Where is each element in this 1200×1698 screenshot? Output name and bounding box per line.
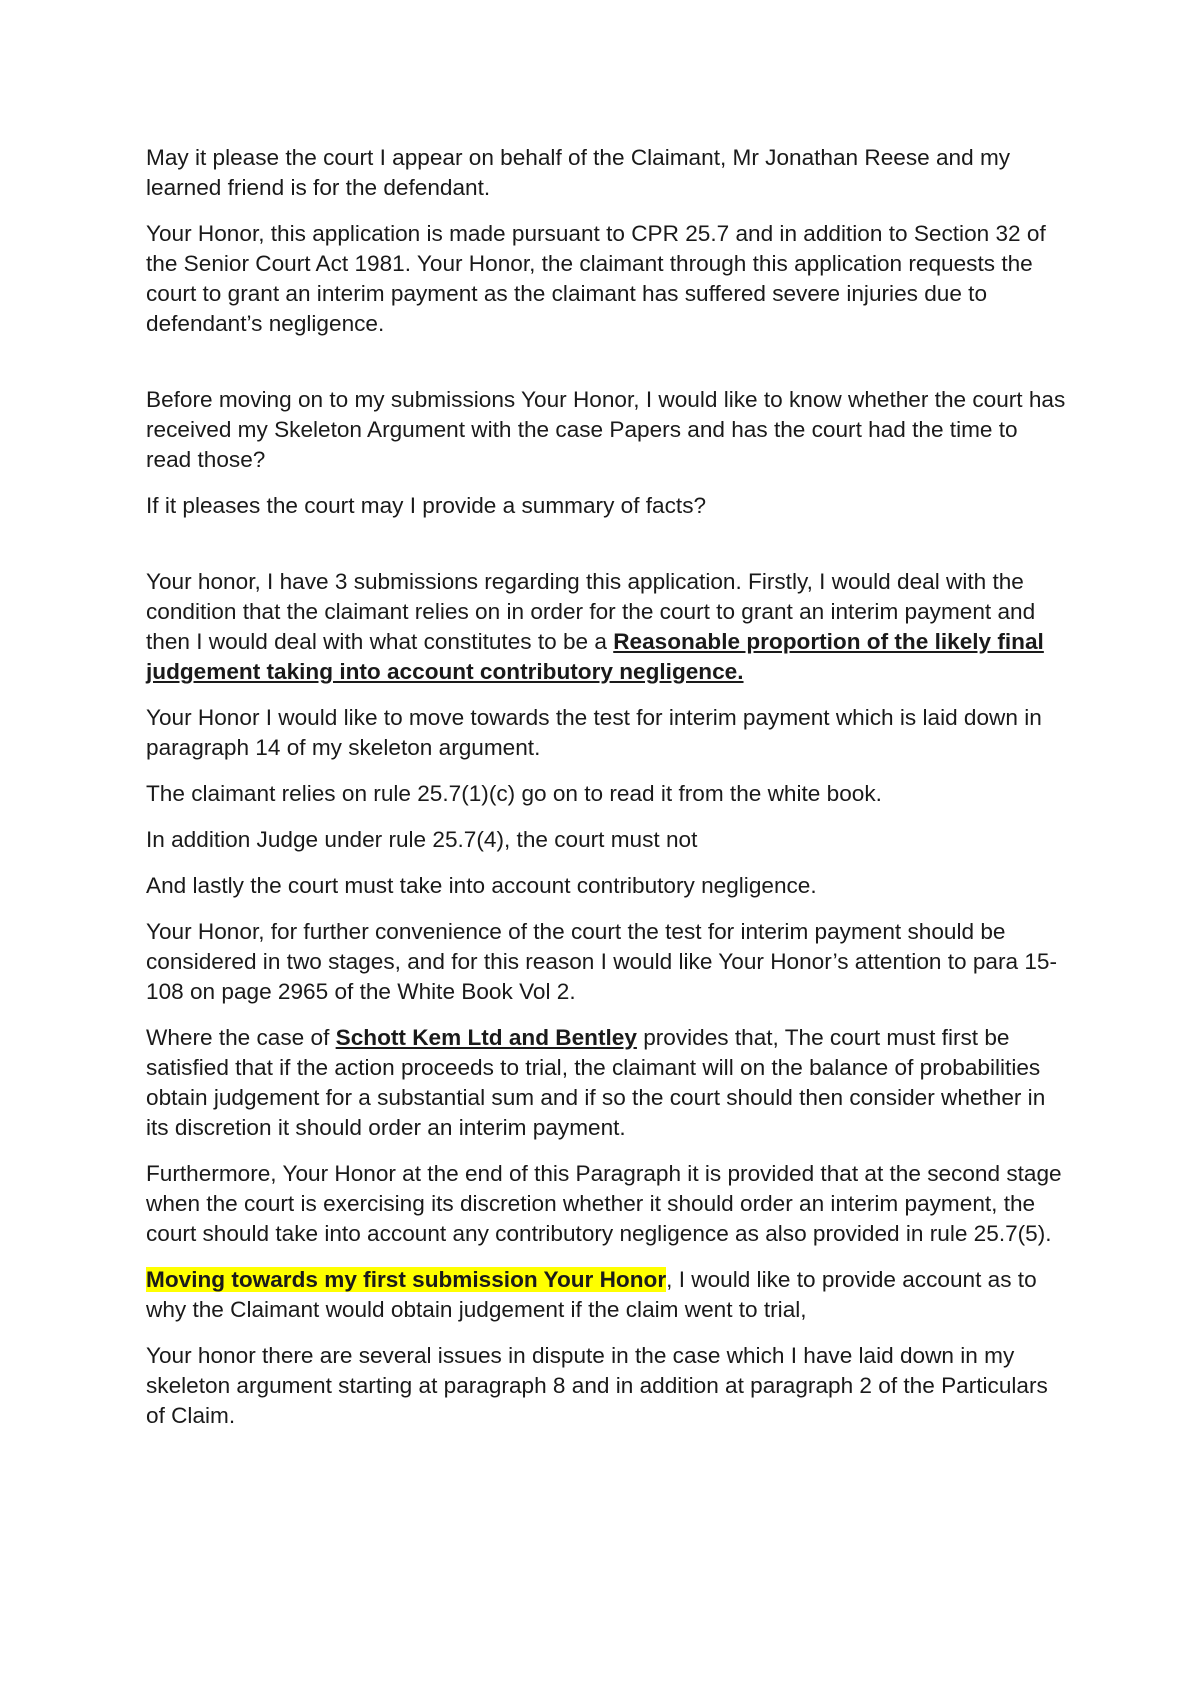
case-name-schott-kem: Schott Kem Ltd and Bentley xyxy=(335,1025,637,1050)
paragraph-second-stage: Furthermore, Your Honor at the end of this Paragraph it is provided that at the second stage when the court is exercising its discretion whether it should order an interim payment, the court should take into account any contributory negligence as also provided in rule 25.7(5). xyxy=(146,1161,1062,1246)
paragraph-interim-test: Your Honor I would like to move towards the test for interim payment which is laid down in paragraph 14 of my skeleton argument. xyxy=(146,705,1042,760)
paragraph-schott-kem xyxy=(146,1023,1066,1143)
schott-kem-after: provides that, The court must first be satisfied that if the action proceeds to trial, the claimant will on the balance of probabilities obtain judgement for a substantial sum and if so the court should then consider whether in its discretion it should order an interim payment. xyxy=(146,1025,1046,1140)
paragraph-summary-of-facts: If it pleases the court may I provide a summary of facts? xyxy=(146,493,707,518)
paragraph-rule-25-7-1-c: The claimant relies on rule 25.7(1)(c) go on to read it from the white book. xyxy=(146,781,882,806)
paragraph-rule-25-7-4: In addition Judge under rule 25.7(4), the court must not xyxy=(146,827,698,852)
paragraph-first-submission xyxy=(146,1265,1066,1325)
paragraph-contributory-negligence: And lastly the court must take into account contributory negligence. xyxy=(146,873,817,898)
paragraph-application-basis: Your Honor, this application is made pursuant to CPR 25.7 and in addition to Section 32 of the Senior Court Act 1981. Your Honor, the claimant through this application requests the court to grant an interim payment as the claimant has suffered severe injuries due to defendant’s negligence. xyxy=(146,221,1046,336)
paragraph-two-stages: Your Honor, for further convenience of the court the test for interim payment should be considered in two stages, and for this reason I would like Your Honor’s attention to para 15-108 on page 2965 of the White Book Vol 2. xyxy=(146,919,1057,1004)
submissions-text: Your honor, I have 3 submissions regarding this application. Firstly, I would deal with the condition that the claimant relies on in order for the court to grant an interim payment and then I would deal with what constitutes to be a xyxy=(146,569,1036,654)
paragraph-issues-in-dispute: Your honor there are several issues in dispute in the case which I have laid down in my skeleton argument starting at paragraph 8 and in addition at paragraph 2 of the Particulars of Claim. xyxy=(146,1343,1048,1428)
paragraph-opening: May it please the court I appear on behalf of the Claimant, Mr Jonathan Reese and my learned friend is for the defendant. xyxy=(146,145,1011,200)
first-submission-after: , I would like to provide account as to why the Claimant would obtain judgement if the claim went to trial, xyxy=(146,1267,1037,1322)
document-body xyxy=(146,143,1066,1447)
paragraph-skeleton-argument: Before moving on to my submissions Your Honor, I would like to know whether the court has received my Skeleton Argument with the case Papers and has the court had the time to read those? xyxy=(146,387,1066,472)
reasonable-proportion-emphasis: Reasonable proportion of the likely final judgement taking into account contributory negligence. xyxy=(146,629,1044,684)
schott-kem-before: Where the case of xyxy=(146,1025,336,1050)
first-submission-highlight: Moving towards my first submission Your Honor xyxy=(146,1267,667,1292)
paragraph-submissions xyxy=(146,567,1066,687)
